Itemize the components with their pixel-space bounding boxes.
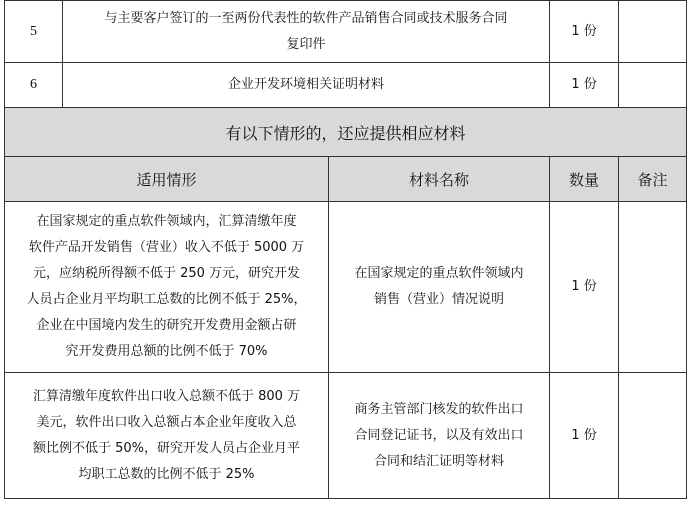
section-header: 有以下情形的，还应提供相应材料 bbox=[5, 108, 687, 157]
table-row bbox=[5, 373, 687, 499]
text-line: 合同登记证书，以及有效出口 bbox=[354, 427, 524, 443]
text-line: 与主要客户签订的一至两份代表性的软件产品销售合同或技术服务合同 bbox=[104, 10, 508, 26]
text-line: 商务主管部门核发的软件出口 bbox=[354, 401, 524, 417]
column-header-remark: 备注 bbox=[619, 157, 687, 202]
quantity-cell: 1 份 bbox=[550, 202, 619, 373]
table-row bbox=[5, 202, 687, 373]
text-line: 软件产品开发销售（营业）收入不低于 5000 万 bbox=[28, 240, 305, 255]
column-header-row bbox=[5, 157, 687, 202]
column-header-material: 材料名称 bbox=[329, 157, 550, 202]
remark-cell bbox=[619, 202, 687, 373]
text-line: 究开发费用总额的比例不低于 70% bbox=[65, 344, 268, 359]
remark-cell bbox=[619, 1, 687, 63]
column-header-qty: 数量 bbox=[550, 157, 619, 202]
materials-table bbox=[4, 0, 687, 499]
text-line: 在国家规定的重点软件领域内 bbox=[354, 266, 524, 281]
table-row bbox=[5, 63, 687, 108]
text-line: 合同和结汇证明等材料 bbox=[374, 453, 505, 469]
remark-cell bbox=[619, 63, 687, 108]
row-number: 6 bbox=[5, 63, 63, 108]
text-line: 在国家规定的重点软件领域内，汇算清缴年度 bbox=[36, 214, 297, 229]
text-line: 复印件 bbox=[286, 36, 326, 52]
column-header-situation: 适用情形 bbox=[5, 157, 329, 202]
quantity-cell: 1 份 bbox=[550, 63, 619, 108]
text-line: 均职工总数的比例不低于 25% bbox=[78, 466, 255, 482]
material-name bbox=[63, 1, 550, 63]
situation-cell bbox=[5, 373, 329, 499]
quantity-cell: 1 份 bbox=[550, 373, 619, 499]
text-line: 销售（营业）情况说明 bbox=[374, 292, 505, 307]
text-line: 汇算清缴年度软件出口收入总额不低于 800 万 bbox=[32, 388, 301, 404]
text-line: 人员占企业月平均职工总数的比例不低于 25%， bbox=[26, 292, 307, 307]
material-cell bbox=[329, 373, 550, 499]
table-row bbox=[5, 1, 687, 63]
quantity-cell: 1 份 bbox=[550, 1, 619, 63]
row-number: 5 bbox=[5, 1, 63, 63]
material-cell bbox=[329, 202, 550, 373]
text-line: 元，应纳税所得额不低于 250 万元，研究开发 bbox=[32, 266, 301, 281]
text-line: 额比例不低于 50%，研究开发人员占企业月平 bbox=[32, 440, 301, 456]
material-name: 企业开发环境相关证明材料 bbox=[63, 63, 550, 108]
text-line: 美元，软件出口收入总额占本企业年度收入总 bbox=[36, 414, 297, 430]
text-line: 企业在中国境内发生的研究开发费用金额占研 bbox=[36, 318, 297, 333]
section-header-row bbox=[5, 108, 687, 157]
remark-cell bbox=[619, 373, 687, 499]
situation-cell bbox=[5, 202, 329, 373]
